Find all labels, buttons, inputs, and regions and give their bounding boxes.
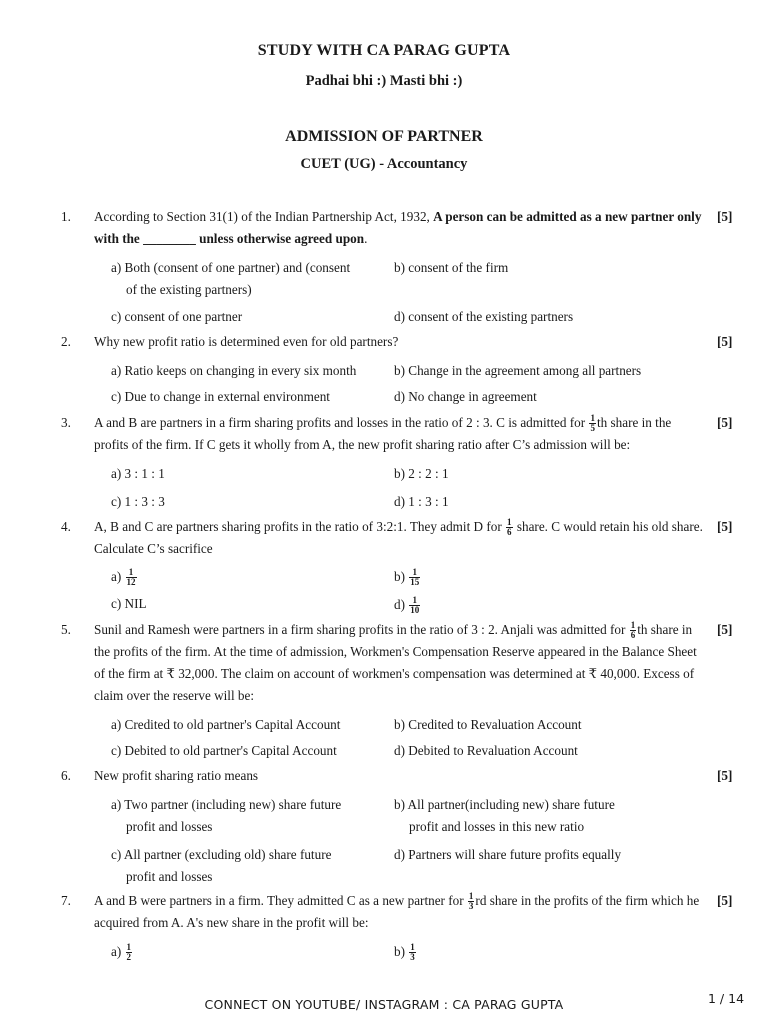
option-b: b) Credited to Revaluation Account [394,717,582,732]
fraction: $\frac{1}{3}$ [410,942,415,963]
page-number: 1 / 14 [708,991,745,1006]
option-a: a) Ratio keeps on changing in every six month [111,363,357,378]
question-number: 4. [61,519,71,534]
option-d: d) consent of the existing partners [394,309,574,324]
fraction: $\frac{1}{10}$ [410,595,420,616]
option-a: a) $\frac{1}{12}$ [111,567,136,588]
option-a: a) Credited to old partner's Capital Account [111,717,341,732]
option-b: b) Change in the agreement among all partners [394,363,642,378]
option-a: a) Both (consent of one partner) and (consent of the existing partners) [111,260,351,297]
option-b: b) 2 : 2 : 1 [394,466,449,481]
question-text: New profit sharing ratio means [94,768,259,783]
question-text: A and B were partners in a firm. They admitted C as a new partner for $\frac{1}{3}$ rd share in the profits of the firm which he acquired from A. A's new share in the profit will be: [94,891,700,930]
option-a: a) $\frac{1}{2}$ [111,942,132,963]
marks-badge: [5] [717,768,733,783]
question-text: According to Section 31(1) of the Indian Partnership Act, 1932, A person can be admitted as a new partner only with the ________ unless otherwise agreed upon. [94,209,702,246]
question-number: 2. [61,334,71,349]
option-d: d) Partners will share future profits equally [394,847,622,862]
subject-title: CUET (UG) - Accountancy [300,156,468,172]
option-d: d) Debited to Revaluation Account [394,743,578,758]
option-a: a) Two partner (including new) share future profit and losses [111,797,342,834]
option-c: c) Due to change in external environment [111,389,330,404]
option-a: a) 3 : 1 : 1 [111,466,165,481]
option-d: d) $\frac{1}{10}$ [394,595,420,616]
marks-badge: [5] [717,519,733,534]
chapter-title: ADMISSION OF PARTNER [285,128,483,145]
question-text: A and B are partners in a firm sharing profits and losses in the ratio of 2 : 3. C is admitted for $\frac{1}{5}$ th share in the profits of the firm. If C gets it wholly from A, the new profit sharing ratio after C’s admission will be: [94,413,672,452]
fraction: $\frac{1}{12}$ [126,567,136,588]
fraction: $\frac{1}{6}$ [630,620,636,641]
option-b: b) All partner(including new) share future profit and losses in this new ratio [394,797,615,834]
option-b: b) $\frac{1}{3}$ [394,942,415,963]
option-b: b) consent of the firm [394,260,509,275]
question-number: 1. [61,209,71,224]
option-b: b) $\frac{1}{15}$ [394,567,420,588]
page-title: STUDY WITH CA PARAG GUPTA [257,42,511,59]
question-text: A, B and C are partners sharing profits in the ratio of 3:2:1. They admit D for $\frac{1}{6}$ share. C would retain his old share. Calculate C’s sacrifice [94,517,703,556]
tagline: Padhai bhi :) Masti bhi :) [305,73,463,89]
question-number: 3. [61,415,71,430]
marks-badge: [5] [717,893,733,908]
option-d: d) No change in agreement [394,389,537,404]
question-text: Why new profit ratio is determined even for old partners? [94,334,399,349]
question-number: 7. [61,893,71,908]
question-number: 5. [61,622,71,637]
fraction: $\frac{1}{6}$ [507,517,512,538]
question-text: Sunil and Ramesh were partners in a firm sharing profits in the ratio of 3 : 2. Anjali was admitted for $\frac{1}{6}$ th share in the profits of the firm. At the time of admission, Workmen's Compensation Reserve appeared in the Balance Sheet of the firm at ₹ 32,000. The claim on account of workmen's compensation was determined at ₹ 40,000. Excess of claim over the reserve will be: [94,620,697,703]
option-c: c) Debited to old partner's Capital Account [111,743,337,758]
marks-badge: [5] [717,415,733,430]
marks-badge: [5] [717,622,733,637]
footer-text: CONNECT ON YOUTUBE/ INSTAGRAM : CA PARAG GUPTA [204,997,564,1012]
fraction: $\frac{1}{2}$ [126,942,132,963]
option-c: c) NIL [111,596,147,611]
fraction: $\frac{1}{3}$ [468,891,474,912]
option-c: c) consent of one partner [111,309,243,324]
marks-badge: [5] [717,334,733,349]
question-number: 6. [61,768,71,783]
fraction: $\frac{1}{5}$ [590,413,595,434]
option-c: c) 1 : 3 : 3 [111,494,165,509]
option-d: d) 1 : 3 : 1 [394,494,449,509]
fraction: $\frac{1}{15}$ [410,567,420,588]
marks-badge: [5] [717,209,733,224]
option-c: c) All partner (excluding old) share future profit and losses [111,847,332,884]
